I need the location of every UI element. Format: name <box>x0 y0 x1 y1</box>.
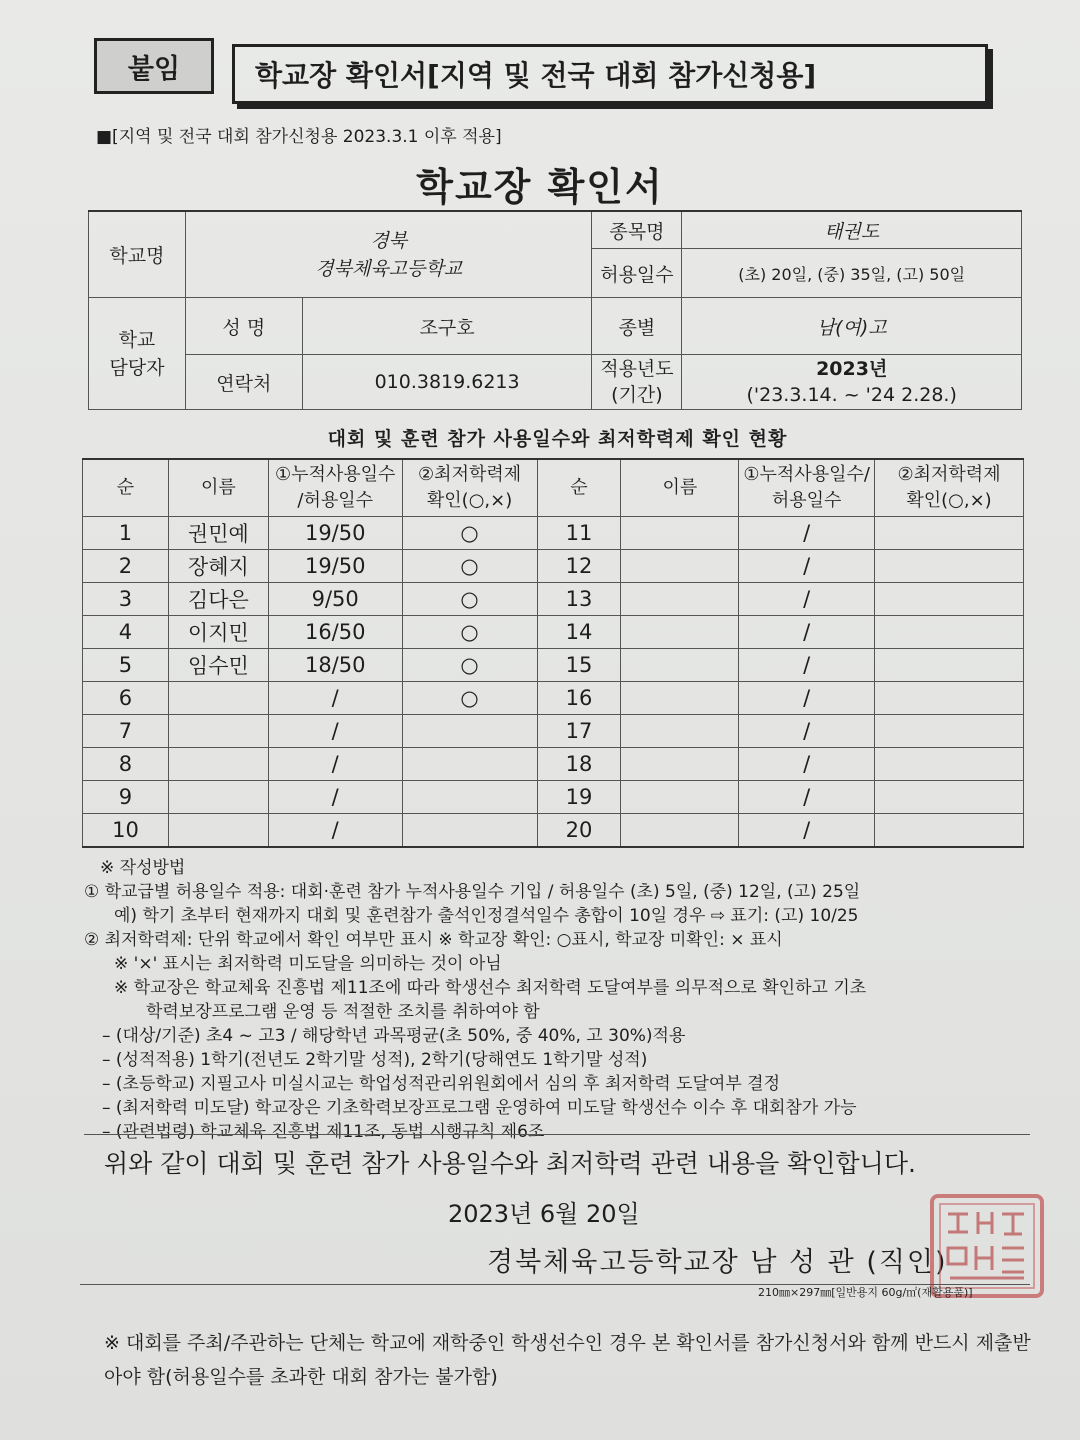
contact-value: 010.3819.6213 <box>302 355 592 410</box>
year-period: ('23.3.14. ~ '24 2.28.) <box>746 384 957 406</box>
note-2-b-cont: 학력보장프로그램 운영 등 적절한 조치를 취하여야 함 <box>146 1002 540 1022</box>
header-days-right-line2: 허용일수 <box>771 490 842 511</box>
header-title: 학교장 확인서[지역 및 전국 대회 참가신청용] <box>255 59 817 92</box>
academic-check <box>875 583 1024 616</box>
academic-check <box>402 715 537 748</box>
academic-check <box>875 781 1024 814</box>
status-section-title: 대회 및 훈련 참가 사용일수와 최저학력제 확인 현황 <box>327 428 788 450</box>
row-number: 14 <box>537 616 621 649</box>
row-number: 15 <box>537 649 621 682</box>
header-days-line2: /허용일수 <box>297 490 374 511</box>
page-title: 학교장 확인서 <box>416 165 664 209</box>
note-2-b: ※ 학교장은 학교체육 진흥법 제11조에 따라 학생선수 최저학력 도달여부를 의무적으로 확인하고 기초 <box>114 978 867 998</box>
academic-check <box>875 682 1024 715</box>
row-number: 10 <box>83 814 169 848</box>
academic-check: ○ <box>402 649 537 682</box>
athlete-name <box>621 649 739 682</box>
application-notice: ■[지역 및 전국 대회 참가신청용 2023.3.1 이후 적용] <box>96 127 502 147</box>
row-number: 8 <box>83 748 169 781</box>
table-row <box>83 715 1024 748</box>
writing-instructions <box>84 856 1044 1144</box>
table-row <box>83 517 1024 550</box>
row-number: 20 <box>537 814 621 848</box>
principal-signature: 경북체육고등학교장 남 성 관 (직인) <box>487 1247 948 1278</box>
row-number: 12 <box>537 550 621 583</box>
manager-label <box>89 298 186 410</box>
athlete-name: 임수민 <box>168 649 268 682</box>
used-days: / <box>739 748 875 781</box>
table-row <box>83 682 1024 715</box>
used-days: / <box>268 781 402 814</box>
athlete-name: 권민예 <box>168 517 268 550</box>
school-name-value <box>185 211 592 298</box>
athlete-name <box>621 682 739 715</box>
contact-label: 연락처 <box>185 355 302 410</box>
athlete-name <box>621 550 739 583</box>
year-label <box>592 355 682 410</box>
used-days: / <box>739 715 875 748</box>
academic-check <box>875 517 1024 550</box>
academic-check <box>875 550 1024 583</box>
note-dash-2: – (성적적용) 1학기(전년도 2학기말 성적), 2학기(당해연도 1학기말 성적) <box>102 1050 648 1070</box>
academic-check: ○ <box>402 583 537 616</box>
used-days: / <box>739 781 875 814</box>
note-2: ② 최저학력제: 단위 학교에서 확인 여부만 표시 ※ 학교장 확인: ○표시, 학교장 미확인: × 표시 <box>84 930 783 950</box>
table-header-row <box>83 459 1024 517</box>
academic-check: ○ <box>402 517 537 550</box>
used-days: 19/50 <box>268 517 402 550</box>
header-academic-right <box>875 459 1024 517</box>
allowed-days-value: (초) 20일, (중) 35일, (고) 50일 <box>682 249 1022 298</box>
attachment-text: 붙임 <box>127 53 181 85</box>
athlete-name <box>621 748 739 781</box>
header-name: 이름 <box>168 459 268 517</box>
note-dash-1: – (대상/기준) 초4 ~ 고3 / 해당학년 과목평균(초 50%, 중 40%, 고 30%)적용 <box>102 1026 686 1046</box>
table-row <box>83 616 1024 649</box>
academic-check <box>402 748 537 781</box>
athlete-name: 이지민 <box>168 616 268 649</box>
sport-value: 태권도 <box>682 211 1022 249</box>
row-number: 4 <box>83 616 169 649</box>
athlete-name <box>621 517 739 550</box>
note-dash-5: – (관련법령) 학교체육 진흥법 제11조, 동법 시행규칙 제6조 <box>102 1122 545 1142</box>
used-days: / <box>739 649 875 682</box>
note-dash-3: – (초등학교) 지필고사 미실시교는 학업성적관리위원회에서 심의 후 최저학력 도달여부 결정 <box>102 1074 781 1094</box>
school-name: 경북체육고등학교 <box>315 257 463 280</box>
sport-label: 종목명 <box>592 211 682 249</box>
school-name-label: 학교명 <box>89 211 186 298</box>
header-no-right: 순 <box>537 459 621 517</box>
used-days: / <box>739 583 875 616</box>
academic-check <box>875 715 1024 748</box>
row-number: 18 <box>537 748 621 781</box>
year-label-line1: 적용년도 <box>600 358 674 380</box>
row-number: 19 <box>537 781 621 814</box>
used-days: 19/50 <box>268 550 402 583</box>
table-row <box>83 814 1024 848</box>
header-days-line1: ①누적사용일수 <box>274 464 396 485</box>
table-row <box>83 583 1024 616</box>
header-academic <box>402 459 537 517</box>
athlete-name <box>621 715 739 748</box>
used-days: / <box>268 814 402 848</box>
note-1-example: 예) 학기 초부터 현재까지 대회 및 훈련참가 출석인정결석일수 총합이 10일 경우 ⇨ 표기: (고) 10/25 <box>114 906 859 926</box>
header-name-right: 이름 <box>621 459 739 517</box>
header-days <box>268 459 402 517</box>
academic-check <box>875 748 1024 781</box>
manager-label-line2: 담당자 <box>109 356 165 379</box>
table-row <box>83 649 1024 682</box>
person-name-label: 성 명 <box>185 298 302 355</box>
header-days-right <box>739 459 875 517</box>
academic-check <box>875 649 1024 682</box>
gender-label: 종별 <box>592 298 682 355</box>
athlete-list-table <box>82 458 1024 848</box>
row-number: 5 <box>83 649 169 682</box>
notes-title: ※ 작성방법 <box>100 858 186 878</box>
athlete-name <box>621 616 739 649</box>
athlete-name: 김다은 <box>168 583 268 616</box>
academic-check <box>875 616 1024 649</box>
used-days: / <box>268 748 402 781</box>
row-number: 1 <box>83 517 169 550</box>
header-days-right-line1: ①누적사용일수/ <box>743 464 870 485</box>
athlete-name <box>621 583 739 616</box>
note-2-a: ※ '×' 표시는 최저학력 미도달을 의미하는 것이 아님 <box>114 954 502 974</box>
note-1: ① 학교급별 허용일수 적용: 대회·훈련 참가 누적사용일수 기입 / 허용일수 (초) 5일, (중) 12일, (고) 25일 <box>84 882 861 902</box>
row-number: 13 <box>537 583 621 616</box>
person-name-value: 조구호 <box>302 298 592 355</box>
academic-check: ○ <box>402 616 537 649</box>
attachment-label <box>94 38 214 94</box>
manager-label-line1: 학교 <box>118 328 156 351</box>
confirmation-text: 위와 같이 대회 및 훈련 참가 사용일수와 최저학력 관련 내용을 확인합니다. <box>104 1149 916 1178</box>
athlete-name <box>621 781 739 814</box>
paper-spec: 210㎜×297㎜[일반용지 60g/㎡(재활용품)] <box>758 1286 973 1299</box>
used-days: / <box>739 517 875 550</box>
used-days: / <box>739 814 875 848</box>
allowed-days-label: 허용일수 <box>592 249 682 298</box>
footer-note: ※ 대회를 주최/주관하는 단체는 학교에 재학중인 학생선수인 경우 본 확인서를 참가신청서와 함께 반드시 제출받아야 함(허용일수를 초과한 대회 참가는 불가함) <box>104 1332 1031 1388</box>
athlete-name <box>168 781 268 814</box>
year-value <box>682 355 1022 410</box>
athlete-name <box>168 682 268 715</box>
academic-check: ○ <box>402 682 537 715</box>
issue-date: 2023년 6월 20일 <box>448 1200 640 1228</box>
athlete-name <box>621 814 739 848</box>
academic-check <box>402 781 537 814</box>
athlete-name <box>168 748 268 781</box>
used-days: 18/50 <box>268 649 402 682</box>
academic-check: ○ <box>402 550 537 583</box>
header-no: 순 <box>83 459 169 517</box>
academic-check <box>875 814 1024 848</box>
info-table <box>88 210 1022 410</box>
row-number: 3 <box>83 583 169 616</box>
row-number: 16 <box>537 682 621 715</box>
table-row <box>83 550 1024 583</box>
used-days: / <box>739 616 875 649</box>
header-academic-line2: 확인(○,×) <box>426 490 513 511</box>
note-dash-4: – (최저학력 미도달) 학교장은 기초학력보장프로그램 운영하여 미도달 학생선수 이수 후 대회참가 가능 <box>102 1098 857 1118</box>
used-days: 16/50 <box>268 616 402 649</box>
used-days: / <box>739 550 875 583</box>
used-days: / <box>739 682 875 715</box>
used-days: / <box>268 715 402 748</box>
row-number: 9 <box>83 781 169 814</box>
divider <box>84 1134 1030 1135</box>
athlete-name <box>168 715 268 748</box>
row-number: 2 <box>83 550 169 583</box>
header-academic-right-line1: ②최저학력제 <box>897 464 1001 485</box>
row-number: 6 <box>83 682 169 715</box>
year-value-main: 2023년 <box>816 358 888 380</box>
header-academic-line1: ②최저학력제 <box>418 464 522 485</box>
row-number: 17 <box>537 715 621 748</box>
gender-value: 남(여)고 <box>682 298 1022 355</box>
row-number: 11 <box>537 517 621 550</box>
athlete-name <box>168 814 268 848</box>
header-academic-right-line2: 확인(○,×) <box>906 490 992 511</box>
table-row <box>83 748 1024 781</box>
row-number: 7 <box>83 715 169 748</box>
year-label-line2: (기간) <box>611 384 663 406</box>
athlete-name: 장혜지 <box>168 550 268 583</box>
used-days: 9/50 <box>268 583 402 616</box>
used-days: / <box>268 682 402 715</box>
academic-check <box>402 814 537 848</box>
table-row <box>83 781 1024 814</box>
school-region: 경북 <box>370 229 408 252</box>
header-title-box <box>232 44 988 104</box>
